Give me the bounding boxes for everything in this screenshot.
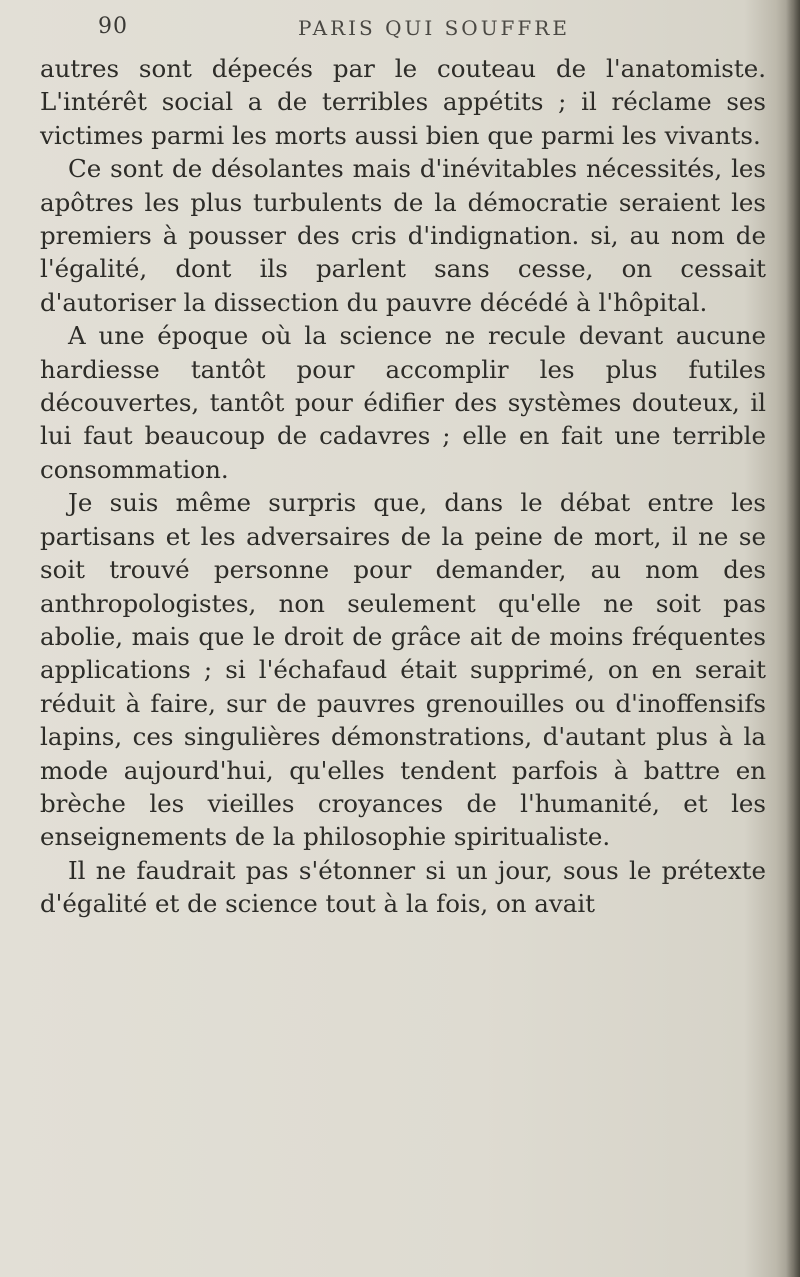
- paragraph: A une époque où la science ne recule devant aucune hardiesse tantôt pour accomplir les plus futiles découvertes, tantôt pour édifier des systèmes douteux, il lui faut beaucoup de cadavres ; elle en fait une terrible consommation.: [40, 321, 766, 484]
- page-edge-shadow: [786, 0, 800, 1277]
- paragraph: autres sont dépecés par le couteau de l'anatomiste. L'intérêt social a de terribles appétits ; il réclame ses victimes parmi les morts aussi bien que parmi les vivants.: [40, 54, 766, 150]
- paragraph: Ce sont de désolantes mais d'inévitables nécessités, les apôtres les plus turbulents de la démocratie seraient les premiers à pousser des cris d'indignation. si, au nom de l'égalité, dont ils parlent sans cesse, on cessait d'autoriser la dissection du pauvre décédé à l'hôpital.: [40, 154, 766, 317]
- body-text: [40, 52, 766, 921]
- paragraph: Je suis même surpris que, dans le débat entre les partisans et les adversaires de la peine de mort, il ne se soit trouvé personne pour demander, au nom des anthropologistes, non seulement qu'elle ne soit pas abolie, mais que le droit de grâce ait de moins fréquentes applications ; si l'échafaud était supprimé, on en serait réduit à faire, sur de pauvres grenouilles ou d'inoffensifs lapins, ces singulières démonstrations, d'autant plus à la mode aujourd'hui, qu'elles tendent parfois à battre en brèche les vieilles croyances de l'humanité, et les enseignements de la philosophie spiritualiste.: [40, 488, 766, 852]
- paragraph: Il ne faudrait pas s'étonner si un jour, sous le prétexte d'égalité et de science tout à la fois, on avait: [40, 855, 766, 919]
- running-head: PARIS QUI SOUFFRE: [298, 16, 570, 40]
- page-header: [98, 14, 778, 48]
- page-number: 90: [98, 14, 128, 39]
